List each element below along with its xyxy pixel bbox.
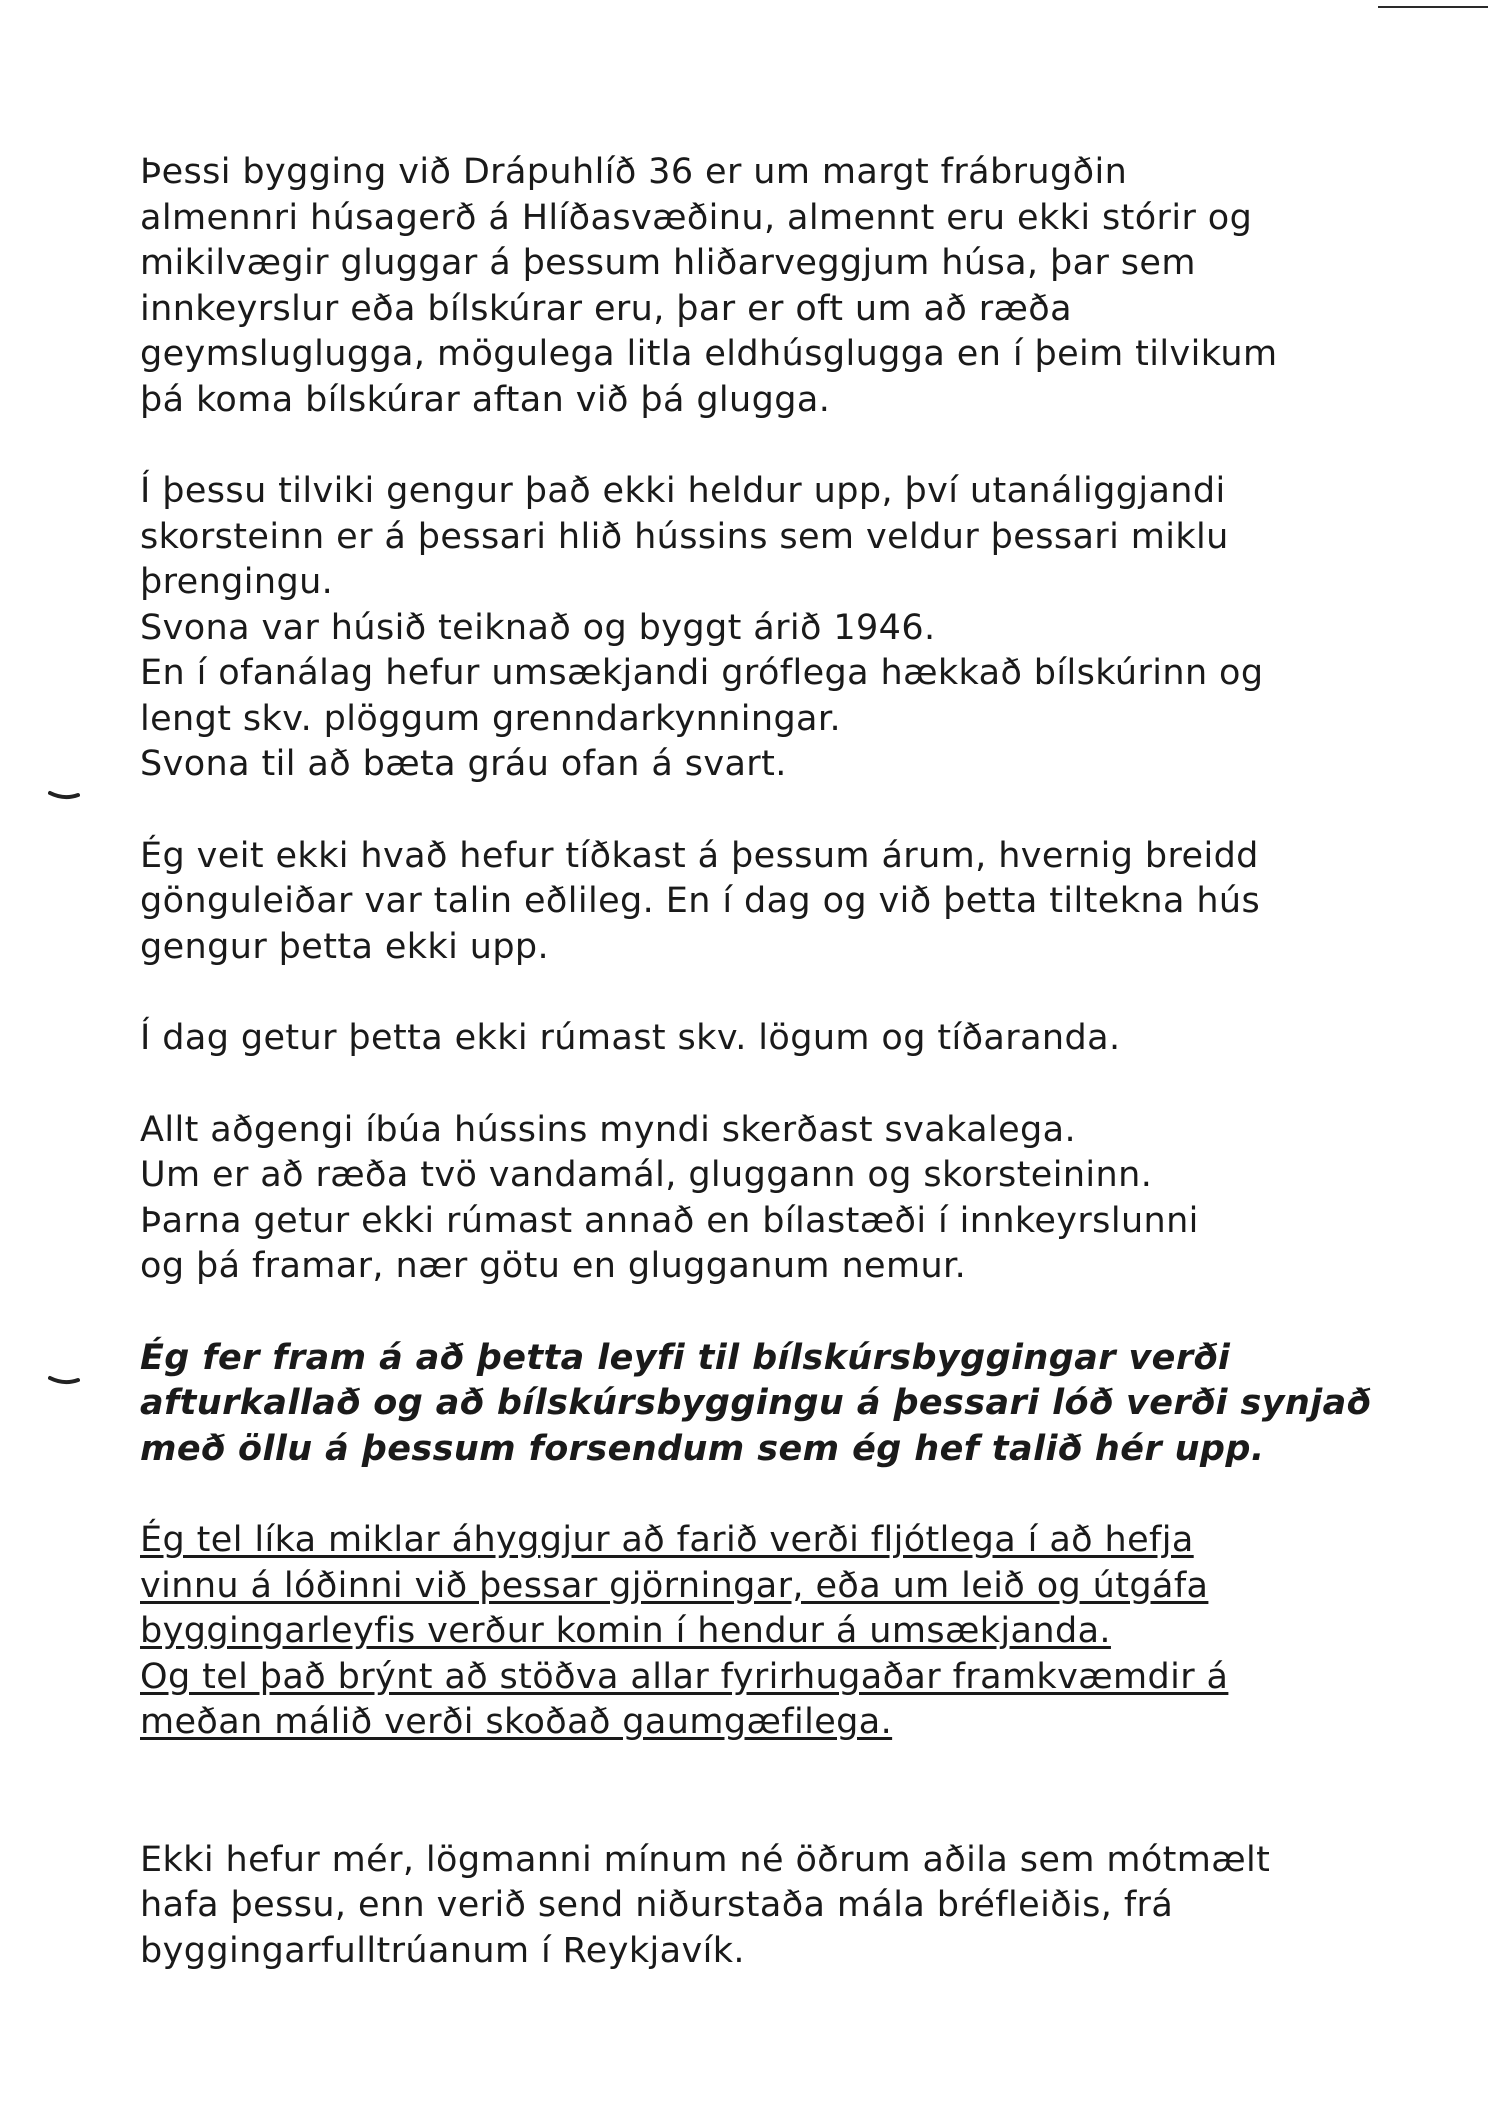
text-line: þá koma bílskúrar aftan við þá glugga. xyxy=(140,379,831,420)
scan-edge-line xyxy=(1378,6,1488,8)
paragraph-closing xyxy=(140,1838,1360,1975)
text-line: Ég veit ekki hvað hefur tíðkast á þessum árum, hvernig breidd xyxy=(140,835,1259,876)
text-line: lengt skv. plöggum grenndarkynningar. xyxy=(140,698,842,739)
paragraph-concern-underlined xyxy=(140,1518,1360,1746)
paragraph-request-bold xyxy=(140,1336,1372,1473)
paragraph-access xyxy=(140,1108,1360,1290)
text-line: Ég tel líka miklar áhyggjur að farið verði fljótlega í að hefja xyxy=(140,1520,1194,1560)
paragraph-laws xyxy=(140,1016,1360,1062)
text-line: Allt aðgengi íbúa hússins myndi skerðast svakalega. xyxy=(140,1109,1077,1150)
text-line: byggingarleyfis verður komin í hendur á umsækjanda. xyxy=(140,1611,1111,1651)
pen-mark-icon xyxy=(48,1375,80,1385)
text-line: Ég fer fram á að þetta leyfi til bílskúrsbyggingar verði xyxy=(140,1337,1231,1378)
text-line: þrengingu. xyxy=(140,562,334,602)
text-line: byggingarfulltrúanum í Reykjavík. xyxy=(140,1930,745,1971)
text-line: almennri húsagerð á Hlíðasvæðinu, almennt eru ekki stórir og xyxy=(140,197,1253,238)
text-line: vinnu á lóðinni við þessar gjörningar, eða um leið og útgáfa xyxy=(140,1565,1209,1606)
text-line: gengur þetta ekki upp. xyxy=(140,926,550,967)
text-line: mikilvægir gluggar á þessum hliðarveggjum húsa, þar sem xyxy=(140,243,1196,283)
text-line: Þessi bygging við Drápuhlíð 36 er um margt frábrugðin xyxy=(140,152,1128,192)
text-line: En í ofanálag hefur umsækjandi gróflega hækkað bílskúrinn og xyxy=(140,653,1264,693)
letter-body xyxy=(140,150,1372,1974)
text-line: geymsluglugga, mögulega litla eldhúsglugga en í þeim tilvikum xyxy=(140,334,1278,374)
text-line: með öllu á þessum forsendum sem ég hef talið hér upp. xyxy=(140,1428,1265,1469)
text-line: Svona var húsið teiknað og byggt árið 1946. xyxy=(140,607,936,648)
text-line: Þarna getur ekki rúmast annað en bílastæði í innkeyrslunni xyxy=(140,1200,1199,1241)
text-line: gönguleiðar var talin eðlileg. En í dag og við þetta tiltekna hús xyxy=(140,881,1261,921)
paragraph-walkway xyxy=(140,834,1360,971)
text-line: Og tel það brýnt að stöðva allar fyrirhugaðar framkvæmdir á xyxy=(140,1656,1229,1697)
text-line: Ekki hefur mér, lögmanni mínum né öðrum aðila sem mótmælt xyxy=(140,1839,1271,1880)
text-line: meðan málið verði skoðað gaumgæfilega. xyxy=(140,1702,893,1742)
text-line: afturkallað og að bílskúrsbyggingu á þessari lóð verði synjað xyxy=(140,1383,1372,1423)
text-line: innkeyrslur eða bílskúrar eru, þar er oft um að ræða xyxy=(140,288,1072,329)
text-line: Í dag getur þetta ekki rúmast skv. lögum og tíðaranda. xyxy=(140,1018,1121,1058)
text-line: hafa þessu, enn verið send niðurstaða mála bréfleiðis, frá xyxy=(140,1885,1174,1925)
text-line: og þá framar, nær götu en glugganum nemur. xyxy=(140,1246,967,1286)
paragraph-building-description xyxy=(140,150,1360,423)
text-line: Í þessu tilviki gengur það ekki heldur upp, því utanáliggjandi xyxy=(140,471,1226,511)
paragraph-chimney xyxy=(140,469,1360,788)
pen-mark-icon xyxy=(48,790,80,800)
text-line: Um er að ræða tvö vandamál, gluggann og skorsteininn. xyxy=(140,1155,1153,1195)
text-line: skorsteinn er á þessari hlið hússins sem veldur þessari miklu xyxy=(140,516,1229,557)
text-line: Svona til að bæta gráu ofan á svart. xyxy=(140,744,787,784)
